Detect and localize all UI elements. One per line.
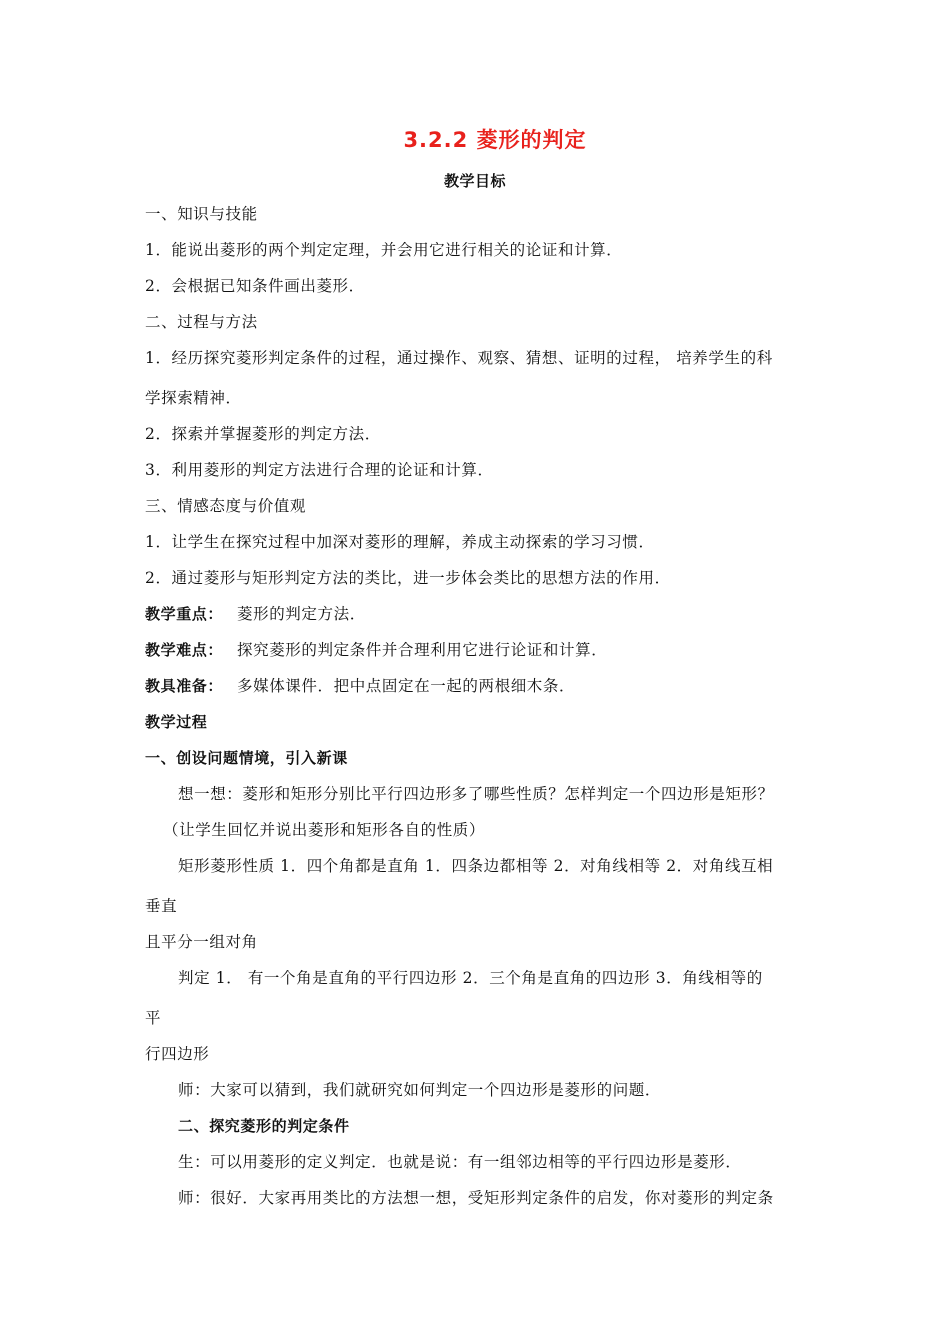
materials-label: 教具准备：	[145, 677, 224, 695]
goal-item: 1．让学生在探究过程中加深对菱形的理解，养成主动探索的学习习惯．	[145, 533, 655, 551]
difficult-points	[145, 640, 607, 660]
paragraph: 矩形菱形性质 1．四个角都是直角 1．四条边都相等 2．对角线相等 2．对角线互相	[178, 857, 774, 875]
paragraph: 师：大家可以猜到，我们就研究如何判定一个四边形是菱形的问题．	[178, 1081, 662, 1099]
page-title: 3.2.2 菱形的判定	[403, 128, 587, 152]
paragraph: 师：很好．大家再用类比的方法想一想，受矩形判定条件的启发，你对菱形的判定条	[178, 1189, 774, 1207]
part1-heading: 一、创设问题情境，引入新课	[145, 749, 348, 767]
goal-item: 2．通过菱形与矩形判定方法的类比，进一步体会类比的思想方法的作用．	[145, 569, 671, 587]
materials	[145, 676, 575, 696]
materials-text: 多媒体课件．把中点固定在一起的两根细木条．	[237, 677, 576, 695]
key-points-label: 教学重点：	[145, 605, 224, 623]
goal-section-2: 二、过程与方法	[145, 313, 258, 331]
paragraph-continued: 且平分一组对角	[145, 933, 258, 951]
paragraph: （让学生回忆并说出菱形和矩形各自的性质）	[163, 821, 486, 839]
part2-heading: 二、探究菱形的判定条件	[178, 1117, 350, 1135]
goal-item-continued: 学探索精神．	[145, 389, 242, 407]
difficult-points-text: 探究菱形的判定条件并合理利用它进行论证和计算．	[237, 641, 608, 659]
paragraph-continued: 垂直	[145, 897, 178, 915]
goal-item: 2．会根据已知条件画出菱形．	[145, 277, 365, 295]
goal-section-1: 一、知识与技能	[145, 205, 258, 223]
key-points-text: 菱形的判定方法．	[237, 605, 366, 623]
goal-item: 3．利用菱形的判定方法进行合理的论证和计算．	[145, 461, 494, 479]
process-heading: 教学过程	[145, 713, 208, 731]
section-title-goals: 教学目标	[443, 172, 506, 190]
paragraph-continued: 平	[145, 1009, 162, 1027]
paragraph: 想一想：菱形和矩形分别比平行四边形多了哪些性质？怎样判定一个四边形是矩形？	[178, 785, 774, 803]
paragraph: 生：可以用菱形的定义判定．也就是说：有一组邻边相等的平行四边形是菱形．	[178, 1153, 742, 1171]
paragraph-continued: 行四边形	[145, 1045, 210, 1063]
paragraph: 判定 1． 有一个角是直角的平行四边形 2．三个角是直角的四边形 3．角线相等的	[178, 969, 763, 987]
difficult-points-label: 教学难点：	[145, 641, 224, 659]
key-points	[145, 604, 366, 624]
goal-item: 1．经历探究菱形判定条件的过程，通过操作、观察、猜想、证明的过程， 培养学生的科	[145, 349, 773, 367]
goal-item: 1．能说出菱形的两个判定定理，并会用它进行相关的论证和计算．	[145, 241, 623, 259]
goal-section-3: 三、情感态度与价值观	[145, 497, 307, 515]
goal-item: 2．探索并掌握菱形的判定方法．	[145, 425, 381, 443]
